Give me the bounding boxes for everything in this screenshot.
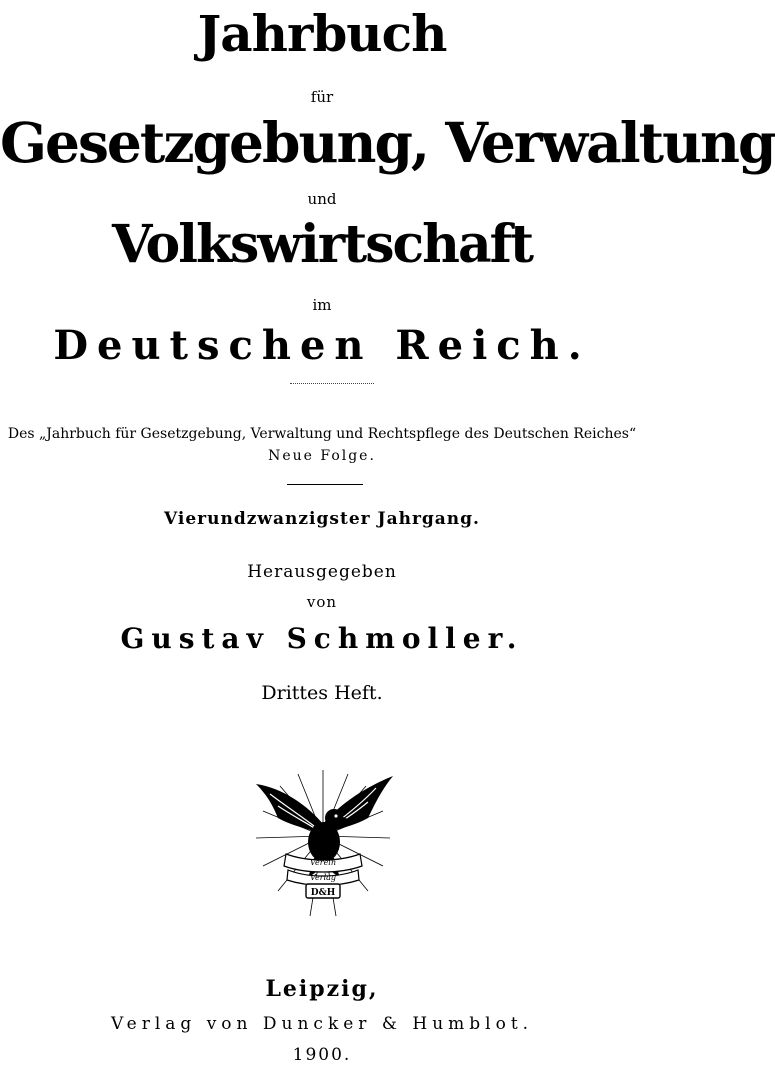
title-deutschen-reich: Deutschen Reich. [53,322,591,369]
ornamental-divider [290,383,374,384]
imprint-city: Leipzig, [265,976,379,1002]
title-jahrbuch: Jahrbuch [197,4,447,63]
series-note: Neue Folge. [268,448,376,464]
banner-line2: Verlag [309,873,337,882]
former-title-note: Des „Jahrbuch für Gesetzgebung, Verwaltung und Rechtspflege des Deutschen Reiches“ [7,426,637,442]
title-fuer: für [310,88,334,106]
title-gesetzgebung-verwaltung: Gesetzgebung, Verwaltung [0,110,775,175]
banner-line1: Verein [309,858,337,867]
editor-prefix: Herausgegeben [247,562,397,582]
eagle-publisher-mark-icon [248,766,398,926]
editor-von: von [306,593,338,611]
divider-rule [287,484,363,485]
issue-label: Drittes Heft. [261,682,383,704]
imprint-year: 1900. [292,1045,352,1065]
editor-name: Gustav Schmoller. [120,622,524,655]
title-und: und [307,190,337,208]
monogram: D&H [310,888,336,898]
title-im: im [312,296,332,314]
title-volkswirtschaft: Volkswirtschaft [111,214,533,275]
imprint-publisher: Verlag von Duncker & Humblot. [110,1014,534,1034]
volume-label: Vierundzwanzigster Jahrgang. [164,509,480,529]
